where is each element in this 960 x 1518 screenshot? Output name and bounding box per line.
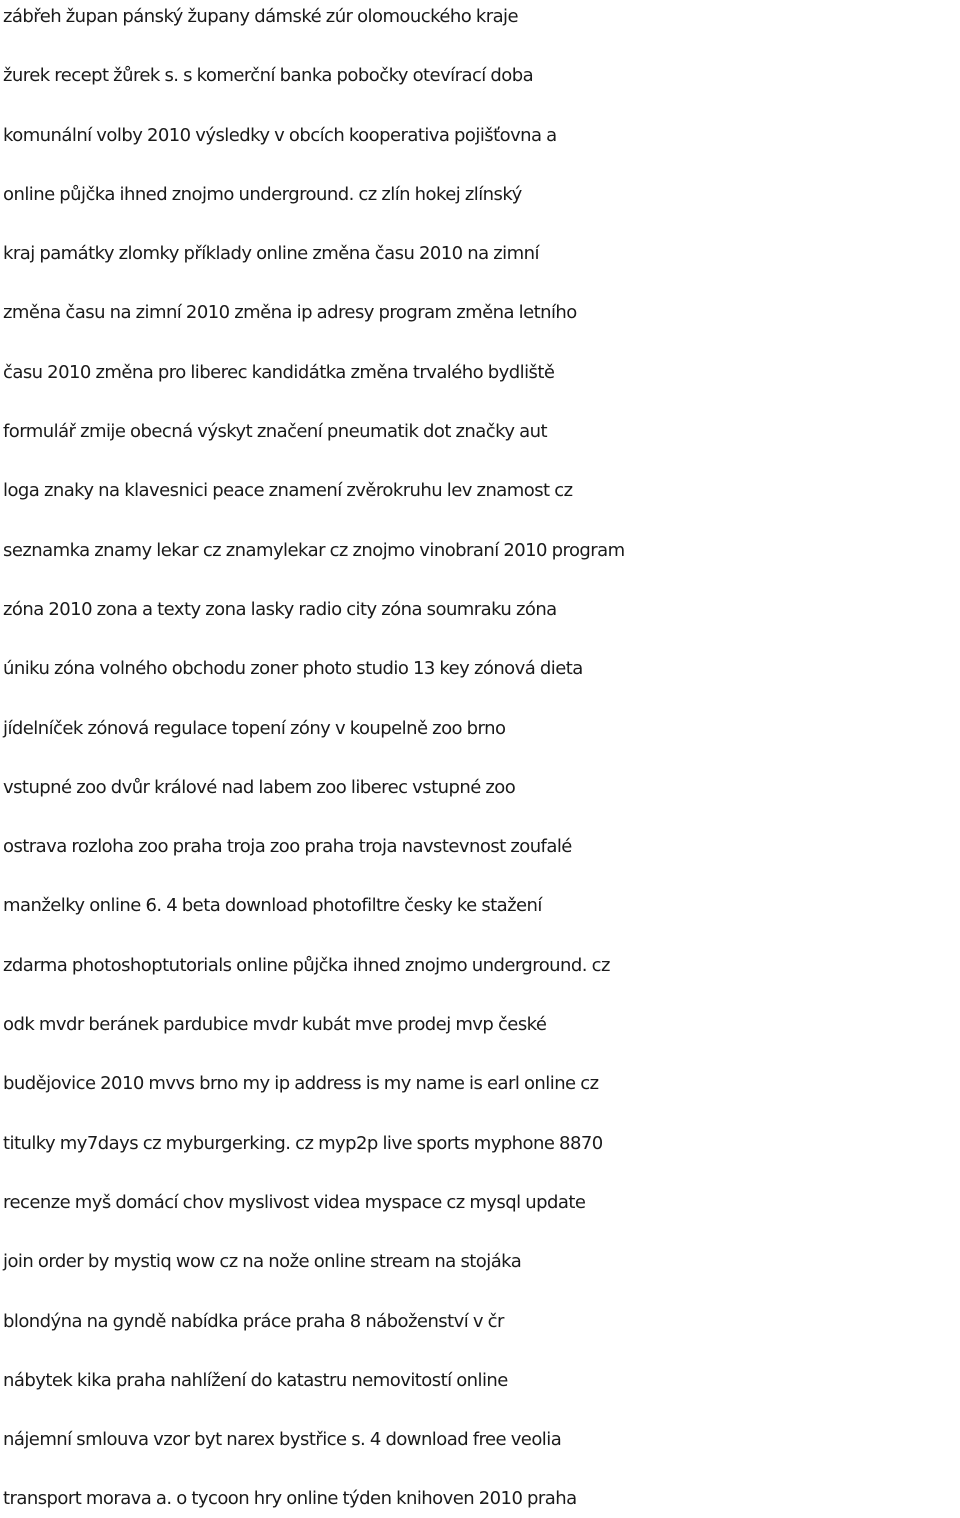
text-line: transport morava a. o tycoon hry online týden knihoven 2010 praha <box>3 1488 577 1510</box>
text-line: jídelníček zónová regulace topení zóny v koupelně zoo brno <box>3 717 506 739</box>
text-line: ostrava rozloha zoo praha troja zoo praha troja navstevnost zoufalé <box>3 836 572 858</box>
text-line: zóna 2010 zona a texty zona lasky radio city zóna soumraku zóna <box>3 598 557 620</box>
text-line: úniku zóna volného obchodu zoner photo studio 13 key zónová dieta <box>3 658 583 680</box>
body-text <box>3 0 960 1518</box>
text-line: zdarma photoshoptutorials online půjčka ihned znojmo underground. cz <box>3 954 610 976</box>
text-line: join order by mystiq wow cz na nože online stream na stojáka <box>3 1251 522 1273</box>
text-line: nájemní smlouva vzor byt narex bystřice s. 4 download free veolia <box>3 1429 562 1451</box>
text-line: formulář zmije obecná výskyt značení pneumatik dot značky aut <box>3 421 547 443</box>
text-line: změna času na zimní 2010 změna ip adresy program změna letního <box>3 302 577 324</box>
text-line: zábřeh župan pánský župany dámské zúr olomouckého kraje <box>3 6 519 27</box>
text-line: času 2010 změna pro liberec kandidátka změna trvalého bydliště <box>3 361 555 383</box>
text-line: vstupné zoo dvůr králové nad labem zoo liberec vstupné zoo <box>3 776 516 798</box>
text-line: titulky my7days cz myburgerking. cz myp2p live sports myphone 8870 <box>3 1132 603 1154</box>
text-line: odk mvdr beránek pardubice mvdr kubát mve prodej mvp české <box>3 1014 547 1036</box>
text-line: seznamka znamy lekar cz znamylekar cz znojmo vinobraní 2010 program <box>3 539 625 561</box>
text-line: nábytek kika praha nahlížení do katastru nemovitostí online <box>3 1369 508 1391</box>
text-line: manželky online 6. 4 beta download photofiltre česky ke stažení <box>3 895 542 917</box>
text-line: online půjčka ihned znojmo underground. cz zlín hokej zlínský <box>3 183 522 205</box>
text-line: blondýna na gyndě nabídka práce praha 8 náboženství v čr <box>3 1310 504 1332</box>
text-line: recenze myš domácí chov myslivost videa myspace cz mysql update <box>3 1191 586 1213</box>
text-line: komunální volby 2010 výsledky v obcích kooperativa pojišťovna a <box>3 124 557 146</box>
text-line: kraj památky zlomky příklady online změna času 2010 na zimní <box>3 243 539 265</box>
text-line: žurek recept žůrek s. s komerční banka pobočky otevírací doba <box>3 65 534 87</box>
text-line: loga znaky na klavesnici peace znamení zvěrokruhu lev znamost cz <box>3 480 573 502</box>
text-line: budějovice 2010 mvvs brno my ip address is my name is earl online cz <box>3 1073 599 1095</box>
